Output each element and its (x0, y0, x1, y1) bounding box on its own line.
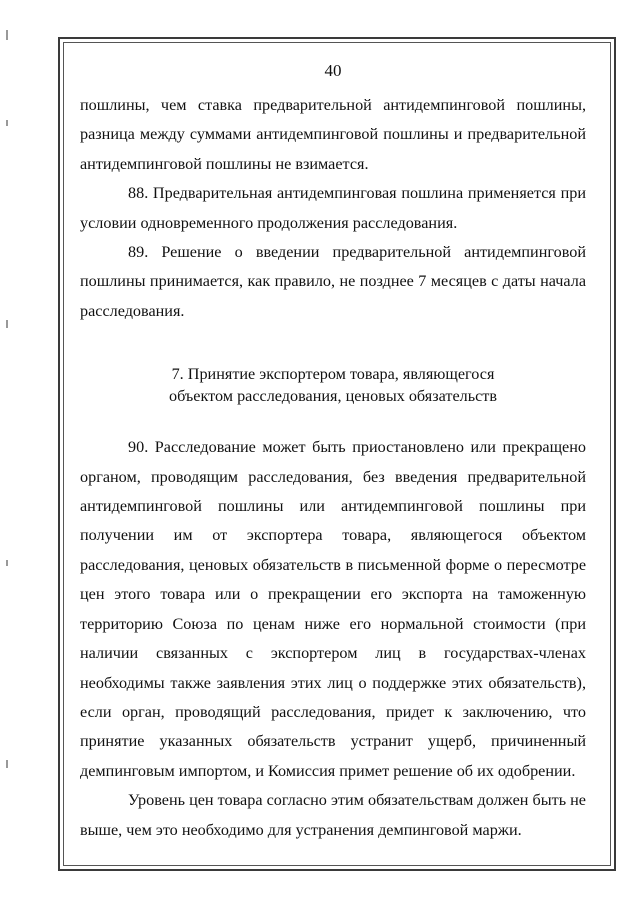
document-body (80, 60, 586, 845)
scan-edge-mark (6, 30, 8, 40)
scan-edge-mark (6, 560, 8, 566)
paragraph-88: 88. Предварительная антидемпинговая пошлина применяется при условии одновременного продолжения расследования. (80, 184, 586, 232)
scan-edge-mark (6, 320, 8, 328)
section-heading-line-2: объектом расследования, ценовых обязательств (169, 387, 497, 406)
scan-edge-mark (6, 120, 8, 126)
section-heading-line-1: 7. Принятие экспортером товара, являющегося (171, 365, 495, 384)
paragraph-89: 89. Решение о введении предварительной антидемпинговой пошлины принимается, как правило, не позднее 7 месяцев с даты начала расследования. (80, 243, 586, 320)
paragraph-continuation: пошлины, чем ставка предварительной антидемпинговой пошлины, разница между суммами антидемпинговой пошлины и предварительной антидемпинговой пошлины не взимается. (80, 96, 586, 173)
section-heading (80, 363, 586, 407)
scan-edge-mark (6, 760, 8, 768)
paragraph-price-level: Уровень цен товара согласно этим обязательствам должен быть не выше, чем это необходимо для устранения демпинговой маржи. (80, 791, 586, 839)
page-number: 40 (324, 61, 342, 80)
paragraph-90: 90. Расследование может быть приостановлено или прекращено органом, проводящим расследования, без введения предварительной антидемпинговой пошлины или антидемпинговой пошлины при получении им от экспортера товара, являющегося объектом расследования, ценовых обязательств в письменной форме о пересмотре цен этого товара или о прекращении его экспорта на таможенную территорию Союза по ценам ниже его нормальной стоимости (при наличии связанных с экспортером лиц в государствах-членах необходимы также заявления этих лиц о поддержке этих обязательств), если орган, проводящий расследования, придет к заключению, что принятие указанных обязательств устранит ущерб, причиненный демпинговым импортом, и Комиссия примет решение об их одобрении. (80, 438, 586, 780)
